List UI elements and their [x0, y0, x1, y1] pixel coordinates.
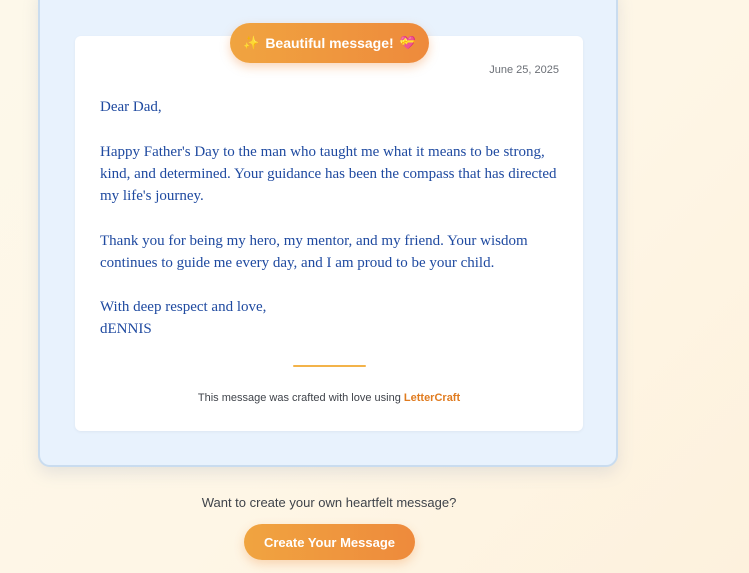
letter-paragraph-1: Happy Father's Day to the man who taught me what it means to be strong, kind, and determined. Your guidance has been the compass that has directed my life's journey.: [100, 144, 557, 204]
cta-question: Want to create your own heartfelt message?: [201, 495, 457, 510]
letter-greeting: Dear Dad,: [100, 99, 162, 115]
lettercraft-brand-link[interactable]: LetterCraft: [403, 392, 461, 404]
letter-signature: dENNIS: [100, 321, 152, 337]
sparkle-icon: ✨: [243, 35, 260, 51]
letter-paragraph-2: Thank you for being my hero, my mentor, and my friend. Your wisdom continues to guide me every day, and I am proud to be your child.: [100, 233, 528, 271]
crafted-with-note: [75, 392, 583, 404]
badge-label: Beautiful message!: [265, 35, 394, 51]
create-your-message-button[interactable]: Create Your Message: [244, 524, 415, 560]
crafted-with-text: This message was crafted with love using: [197, 392, 404, 404]
letter-divider: [293, 365, 366, 367]
letter-date: June 25, 2025: [489, 64, 559, 76]
letter-closing: With deep respect and love,: [100, 299, 267, 315]
heart-gift-icon: 💝: [399, 35, 416, 51]
beautiful-message-badge: [230, 23, 429, 63]
